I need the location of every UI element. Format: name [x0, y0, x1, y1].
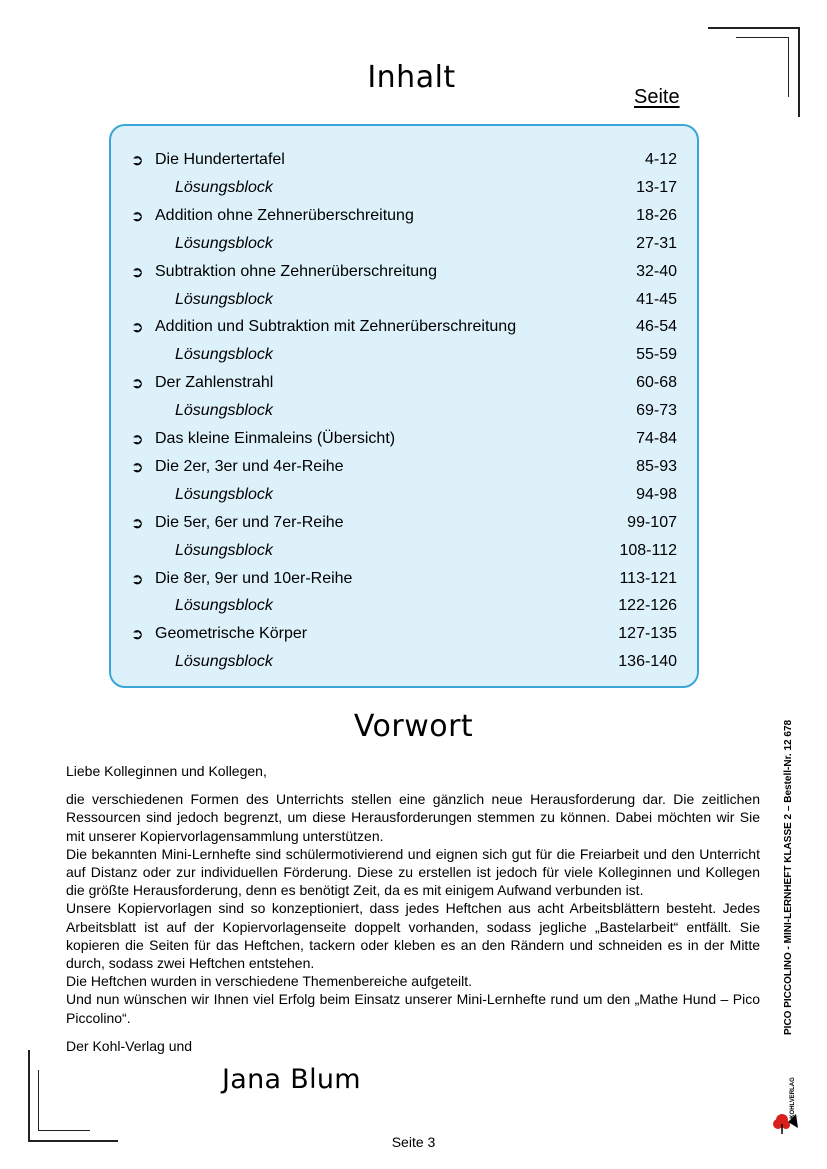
toc-subentry	[111, 596, 697, 618]
corner-line-bottom-inner-v	[38, 1070, 39, 1130]
corner-line-top-inner-h	[736, 37, 788, 38]
toc-entry-label: Lösungsblock	[175, 597, 273, 615]
toc-entry-label: Lösungsblock	[175, 178, 273, 196]
arrow-right-icon: ➲	[131, 513, 144, 532]
preface-title: Vorwort	[353, 709, 474, 744]
preface-signoff: Der Kohl-Verlag und	[66, 1037, 193, 1054]
toc-entry-label: Addition ohne Zehnerüberschreitung	[155, 206, 414, 224]
preface-body	[66, 762, 760, 1055]
toc-subentry	[111, 541, 697, 563]
toc-entry-pages: 94-98	[636, 485, 677, 503]
arrow-right-icon: ➲	[131, 430, 144, 448]
toc-entry	[111, 317, 697, 339]
toc-subentry	[111, 652, 697, 674]
toc-entry	[111, 206, 697, 228]
toc-entry-pages: 18-26	[636, 206, 677, 224]
toc-subentry	[111, 178, 697, 200]
toc-entry-pages: 46-54	[636, 318, 677, 336]
toc-entry-label: Lösungsblock	[175, 485, 273, 503]
toc-subentry	[111, 345, 697, 367]
toc-entry-pages: 74-84	[636, 430, 677, 447]
toc-entry-label: Subtraktion ohne Zehnerüberschreitung	[155, 262, 437, 280]
toc-subentry	[111, 485, 697, 507]
toc-entry-pages: 127-135	[618, 625, 677, 643]
toc-entry-pages: 69-73	[636, 402, 677, 420]
toc-entry-label: Die Hundertertafel	[155, 151, 285, 168]
arrow-right-icon: ➲	[131, 206, 144, 225]
toc-entry-label: Geometrische Körper	[155, 625, 308, 643]
page-column-header: Seite	[634, 86, 680, 108]
arrow-right-icon: ➲	[131, 318, 144, 337]
side-order-info: PICO PICCOLINO - MINI-LERNHEFT KLASSE 2 – Bestell-Nr. 12 678	[783, 719, 794, 1035]
toc-entry-pages: 55-59	[636, 346, 677, 364]
arrow-right-icon: ➲	[131, 457, 144, 476]
toc-entry	[111, 569, 697, 591]
toc-entry-label: Die 5er, 6er und 7er-Reihe	[155, 513, 344, 531]
toc-entry-label: Lösungsblock	[175, 346, 273, 364]
toc-entry-label: Die 8er, 9er und 10er-Reihe	[155, 569, 353, 587]
author-signature: Jana Blum	[222, 1064, 361, 1095]
toc-entry-pages: 4-12	[644, 151, 677, 168]
toc-subentry	[111, 290, 697, 312]
toc-entry	[111, 262, 697, 284]
corner-line-bottom-v	[28, 1050, 30, 1142]
toc-entry-pages: 41-45	[636, 290, 677, 308]
arrow-right-icon: ➲	[131, 374, 144, 393]
toc-entry-label: Die 2er, 3er und 4er-Reihe	[155, 457, 344, 475]
toc-entry	[111, 373, 697, 395]
toc-entry-pages: 108-112	[619, 541, 677, 559]
toc-entry-pages: 60-68	[636, 374, 677, 392]
toc-entry-pages: 113-121	[619, 569, 677, 587]
toc-entry-label: Lösungsblock	[175, 290, 273, 308]
toc-entry-label: Addition und Subtraktion mit Zehnerüberschreitung	[155, 318, 517, 336]
toc-entry-label: Lösungsblock	[175, 234, 273, 252]
toc-title: Inhalt	[367, 60, 456, 95]
toc-entry-pages: 27-31	[636, 234, 677, 252]
toc-entry	[111, 624, 697, 646]
arrow-right-icon: ➲	[131, 151, 144, 169]
arrow-right-icon: ➲	[131, 625, 144, 644]
toc-entry	[111, 150, 697, 172]
corner-line-top-h	[708, 27, 800, 29]
corner-line-bottom-inner-h	[38, 1130, 90, 1131]
arrow-right-icon: ➲	[131, 262, 144, 281]
toc-entry-label: Der Zahlenstrahl	[155, 374, 274, 392]
toc-entry-label: Lösungsblock	[175, 402, 273, 420]
toc-subentry	[111, 234, 697, 256]
toc-entry-label: Lösungsblock	[175, 541, 273, 559]
toc-entry-label: Lösungsblock	[175, 653, 273, 671]
toc-entry-pages: 13-17	[636, 178, 677, 196]
toc-entry-pages: 99-107	[627, 513, 677, 531]
page-number: Seite 3	[391, 1134, 436, 1150]
toc-entry	[111, 457, 697, 479]
preface-salutation: Liebe Kolleginnen und Kollegen,	[66, 763, 267, 779]
toc-entry-pages: 32-40	[636, 262, 677, 280]
toc-entry	[111, 429, 697, 451]
publisher-logo	[772, 1062, 804, 1134]
preface-paragraph: die verschiedenen Formen des Unterrichts stellen eine gänzlich neue Herausforderung dar. Die zeitlichen Ressourcen sind jedoch begrenzt, um diese Herausforderungen stemmen zu können. Dabei möchten wir Sie mit unserer Kopiervorlagensammlung unterstützen. Die bekannten Mini-Lernhefte sind schülermotivierend und eignen sich gut für die Freiarbeit und den Unterricht auf Distanz oder zur individuellen Förderung. Diese zu erstellen ist jedoch für viele Kolleginnen und Kollegen die größte Herausforderung, denn es benötigt Zeit, da es mit einigem Aufwand verbunden ist. Unsere Kopiervorlagen sind so konzeptioniert, dass jedes Heftchen aus acht Arbeitsblättern besteht. Jedes Arbeitsblatt ist auf der Kopiervorlagenseite doppelt vorhanden, sodass jegliche „Bastelarbeit“ entfällt. Sie kopieren die Seiten für das Heftchen, tackern oder kleben es an den Rändern und schneiden es in der Mitte durch, sodass zwei Heftchen entstehen. Die Heftchen wurden in verschiedene Themenbereiche aufgeteilt. Und nun wünschen wir Ihnen viel Erfolg beim Einsatz unserer Mini-Lernhefte rund um den „Mathe Hund – Pico Piccolino“.	[66, 791, 760, 1026]
table-of-contents	[109, 124, 699, 688]
toc-subentry	[111, 401, 697, 423]
toc-entry-pages: 122-126	[618, 597, 677, 615]
arrow-right-icon: ➲	[131, 569, 144, 588]
toc-entry	[111, 513, 697, 535]
toc-entry-pages: 136-140	[618, 653, 677, 671]
svg-text:KOHLVERLAG: KOHLVERLAG	[790, 1077, 796, 1119]
toc-entry-label: Das kleine Einmaleins (Übersicht)	[155, 430, 396, 447]
toc-entry-pages: 85-93	[636, 457, 677, 475]
